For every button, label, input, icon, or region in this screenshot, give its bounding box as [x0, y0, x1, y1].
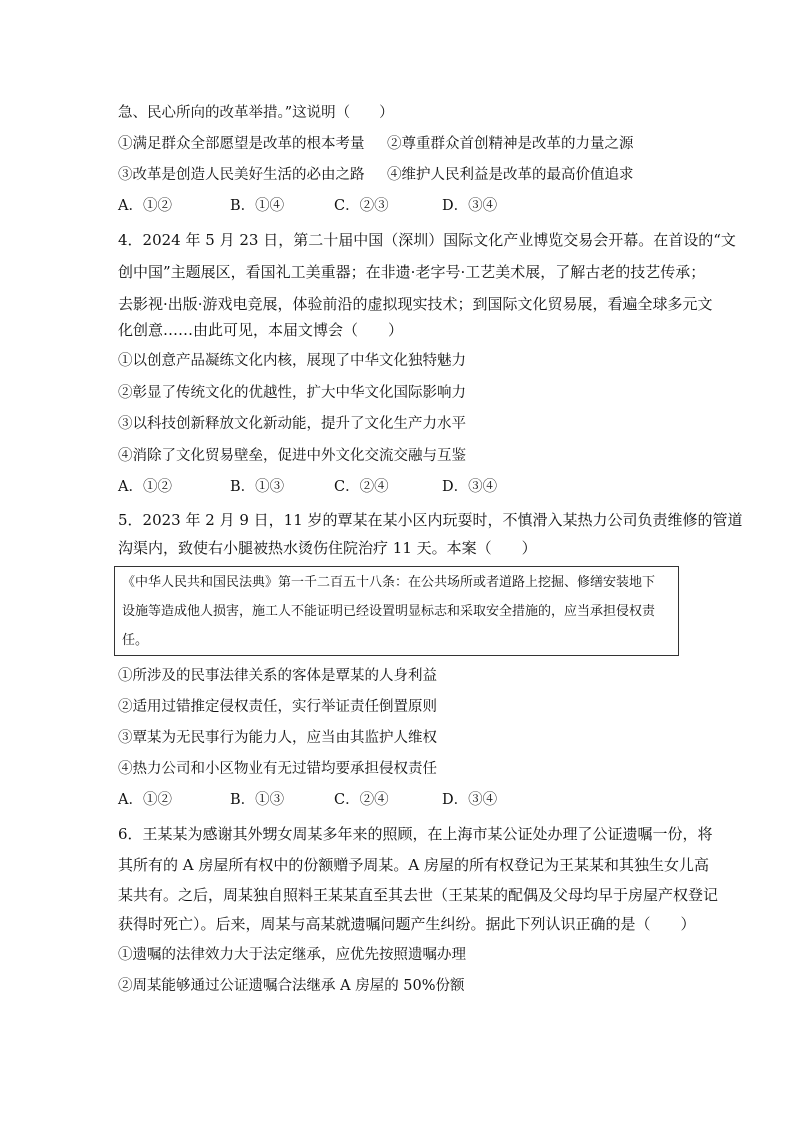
- q3-choice-d: D．③④: [442, 198, 498, 214]
- q4-choice-a: A．①②: [118, 479, 172, 495]
- q4-stem-line-3: 去影视·出版·游戏电竞展，体验前沿的虚拟现实技术；到国际文化贸易展，看遍全球多元文: [118, 295, 713, 313]
- q5-statement-2: ②适用过错推定侵权责任，实行举证责任倒置原则: [118, 699, 437, 715]
- q4-statement-1: ①以创意产品凝练文化内核，展现了中华文化独特魅力: [118, 353, 466, 369]
- q6-statement-1: ①遗嘱的法律效力大于法定继承，应优先按照遗嘱办理: [118, 947, 466, 963]
- quote-line-1: 《中华人民共和国民法典》第一千二百五十八条：在公共场所或者道路上挖掘、修缮安装地下: [122, 575, 656, 590]
- q6-stem-line-3: 某共有。之后，周某独自照料王某某直至其去世（王某某的配偶及父母均早于房屋产权登记: [118, 886, 719, 904]
- q4-stem-line-1: 4．2024 年 5 月 23 日，第二十届中国（深圳）国际文化产业博览交易会开幕。在首设的“文: [118, 231, 736, 249]
- q5-choice-a: A．①②: [118, 792, 172, 808]
- q5-choice-d: D．③④: [442, 792, 498, 808]
- q3-statement-4: ④维护人民利益是改革的最高价值追求: [387, 167, 634, 183]
- q5-choice-b: B．①③: [230, 792, 285, 808]
- quote-line-2: 设施等造成他人损害，施工人不能证明已经设置明显标志和采取安全措施的，应当承担侵权责: [122, 604, 656, 619]
- q4-statement-4: ④消除了文化贸易壁垒，促进中外文化交流交融与互鉴: [118, 448, 466, 464]
- q6-statement-2: ②周某能够通过公证遗嘱合法继承 A 房屋的 50%份额: [118, 978, 465, 994]
- q6-stem-line-4: 获得时死亡）。后来，周某与高某就遗嘱问题产生纠纷。据此下列认识正确的是（ ）: [118, 915, 696, 933]
- q3-stem-tail: 急、民心所向的改革举措。”这说明（ ）: [118, 105, 394, 121]
- q5-stem-line-1: 5．2023 年 2 月 9 日，11 岁的覃某在某小区内玩耍时，不慎滑入某热力公司负责维修的管道: [118, 511, 743, 529]
- q6-stem-line-1: 6．王某某为感谢其外甥女周某多年来的照顾，在上海市某公证处办理了公证遗嘱一份，将: [118, 825, 713, 843]
- q5-statement-3: ③覃某为无民事行为能力人，应当由其监护人维权: [118, 730, 437, 746]
- q4-choice-d: D．③④: [442, 479, 498, 495]
- q4-choice-b: B．①③: [230, 479, 285, 495]
- q6-stem-line-2: 其所有的 A 房屋所有权中的份额赠予周某。A 房屋的所有权登记为王某某和其独生女儿高: [118, 856, 709, 874]
- q5-stem-line-2: 沟渠内，致使右小腿被热水烫伤住院治疗 11 天。本案（ ）: [118, 539, 537, 557]
- quote-line-3: 任。: [122, 633, 149, 648]
- q4-statement-3: ③以科技创新释放文化新动能，提升了文化生产力水平: [118, 416, 466, 432]
- q4-choice-c: C．②④: [334, 479, 389, 495]
- q4-stem-line-4: 化创意……由此可见，本届文博会（ ）: [118, 321, 404, 339]
- q3-statement-3: ③改革是创造人民美好生活的必由之路: [118, 167, 365, 183]
- q4-statement-2: ②彰显了传统文化的优越性，扩大中华文化国际影响力: [118, 385, 466, 401]
- q3-statement-1: ①满足群众全部愿望是改革的根本考量: [118, 136, 365, 152]
- q4-stem-line-2: 创中国”主题展区，看国礼工美重器；在非遗·老字号·工艺美术展，了解古老的技艺传承；: [118, 263, 706, 281]
- q3-statement-2: ②尊重群众首创精神是改革的力量之源: [387, 136, 634, 152]
- q3-choice-b: B．①④: [230, 198, 285, 214]
- q3-choice-a: A．①②: [118, 198, 172, 214]
- q5-statement-4: ④热力公司和小区物业有无过错均要承担侵权责任: [118, 761, 437, 777]
- q5-choice-c: C．②④: [334, 792, 389, 808]
- q5-statement-1: ①所涉及的民事法律关系的客体是覃某的人身利益: [118, 668, 437, 684]
- q3-choice-c: C．②③: [334, 198, 389, 214]
